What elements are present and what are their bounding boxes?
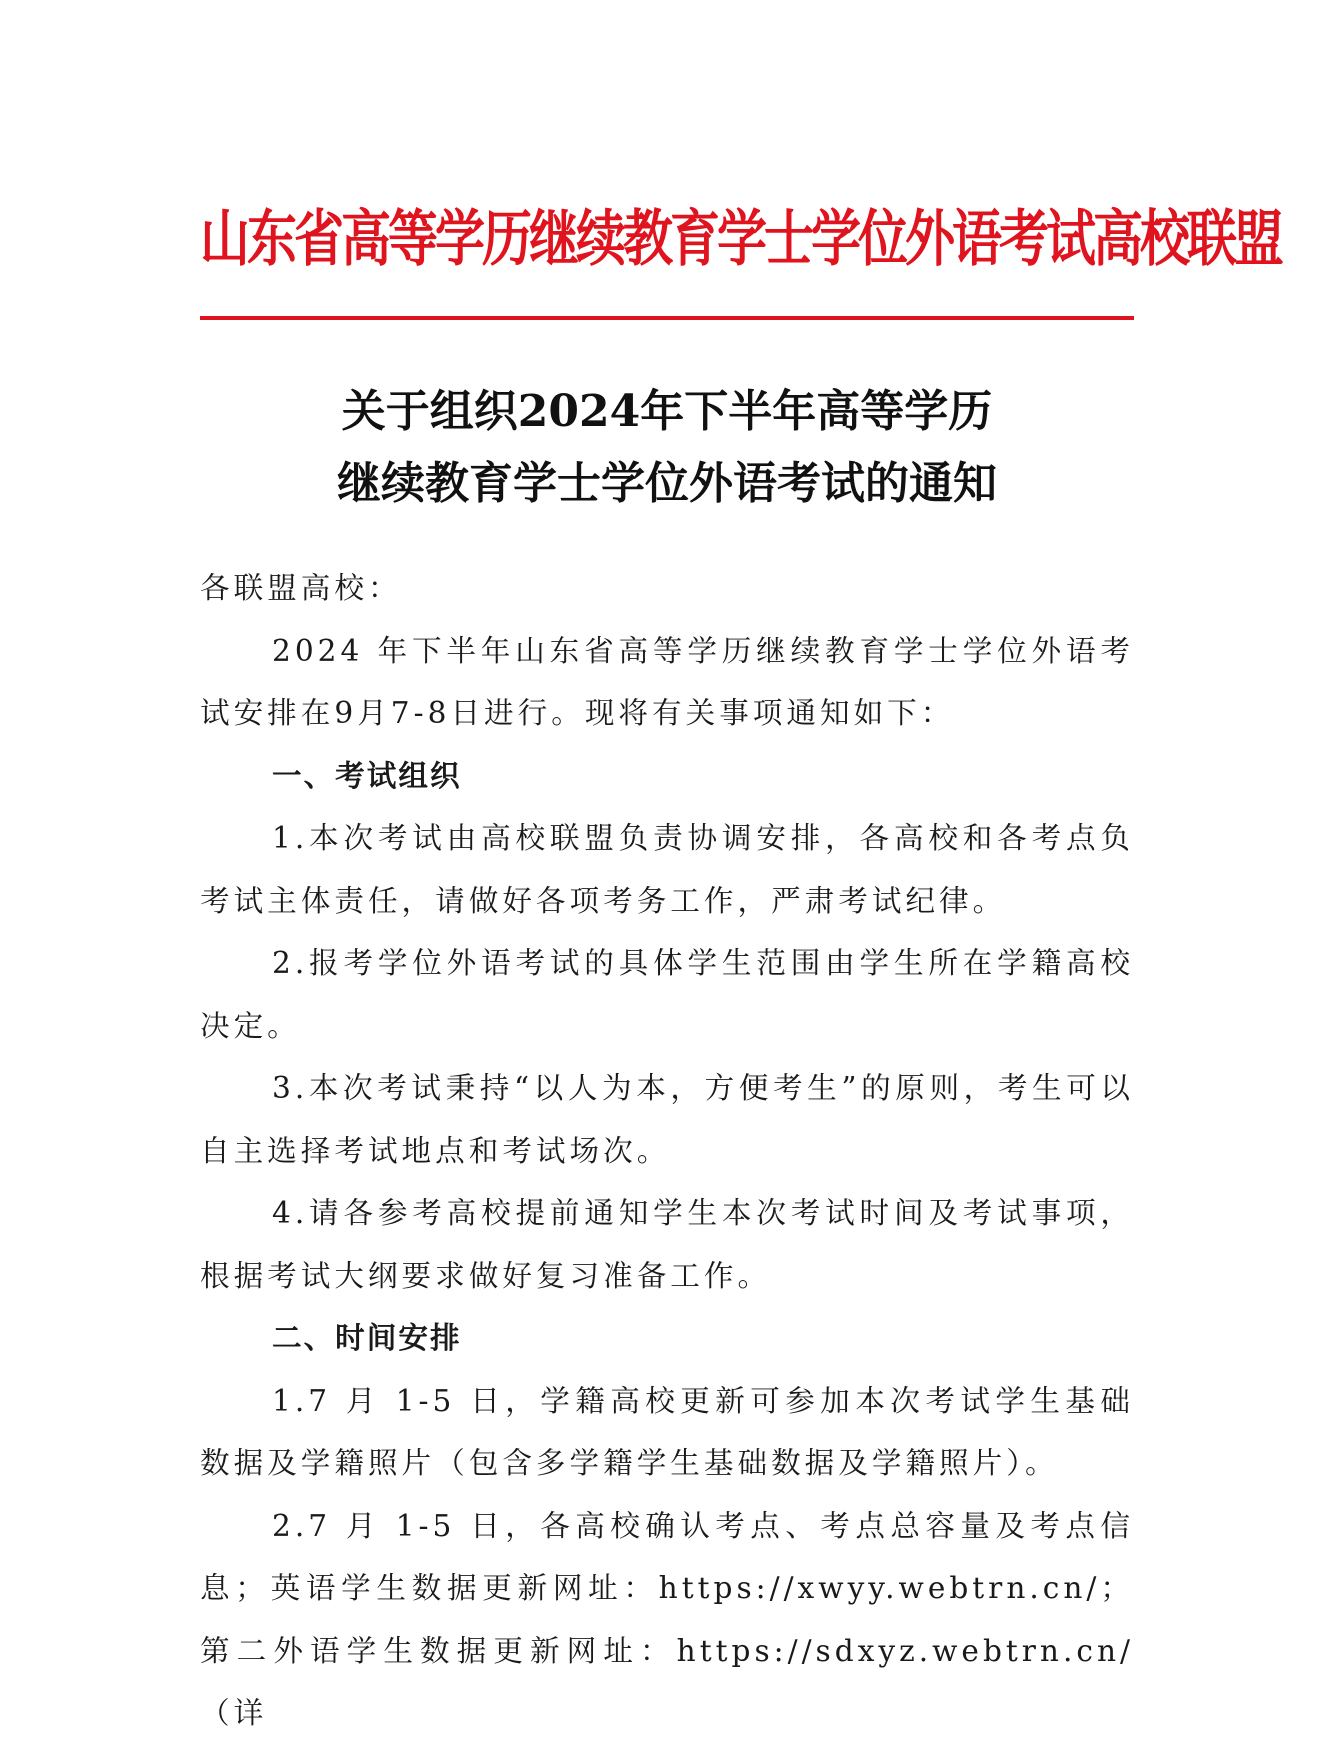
section1-item-3: 3.本次考试秉持“以人为本，方便考生”的原则，考生可以自主选择考试地点和考试场次。 <box>200 1071 1134 1168</box>
salutation: 各联盟高校： <box>200 571 402 605</box>
intro-paragraph: 2024 年下半年山东省高等学历继续教育学士学位外语考试安排在9月7-8日进行。现将有关事项通知如下： <box>200 633 1134 730</box>
org-header: 山东省高等学历继续教育学士学位外语考试高校联盟 <box>200 203 1281 275</box>
section-heading-exam-organization: 一、考试组织 <box>272 758 462 793</box>
section1-item-1: 1.本次考试由高校联盟负责协调安排，各高校和各考点负考试主体责任，请做好各项考务工作，严肃考试纪律。 <box>200 821 1134 918</box>
section1-item-2: 2.报考学位外语考试的具体学生范围由学生所在学籍高校决定。 <box>200 946 1134 1043</box>
section1-item-4: 4.请各参考高校提前通知学生本次考试时间及考试事项，根据考试大纲要求做好复习准备工作。 <box>200 1196 1134 1293</box>
document-title <box>200 376 1134 520</box>
header-divider <box>200 316 1134 320</box>
section-heading-schedule: 二、时间安排 <box>272 1321 462 1355</box>
document-body <box>200 557 1134 1745</box>
document-title-line-1: 关于组织2024年下半年高等学历 <box>341 386 993 437</box>
section2-item-1: 1.7 月 1-5 日，学籍高校更新可参加本次考试学生基础数据及学籍照片（包含多学籍学生基础数据及学籍照片）。 <box>200 1383 1134 1480</box>
section2-item-2: 2.7 月 1-5 日，各高校确认考点、考点总容量及考点信息；英语学生数据更新网址：https://xwyy.webtrn.cn/；第二外语学生数据更新网址：https://sdxyz.webtrn.cn/（详 <box>200 1508 1134 1730</box>
document-title-line-2: 继续教育学士学位外语考试的通知 <box>337 458 997 509</box>
